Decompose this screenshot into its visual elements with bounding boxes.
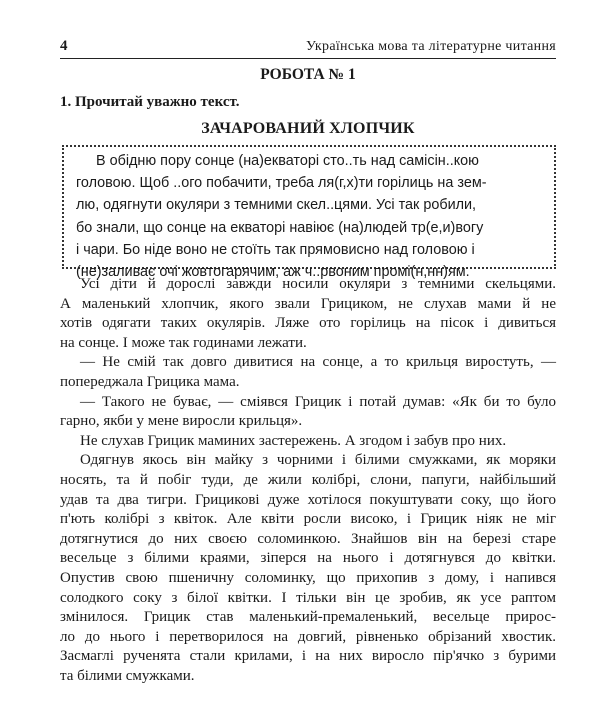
text-line: Не слухав Грицик маминих застережень. А згодом і забув про них. [80,432,507,449]
task-instruction: 1. Прочитай уважно текст. [60,94,240,110]
exercise-line: (не)заливає очі жовтогарячим, аж ч..рвоним промі(н,нн)ям. [76,264,470,281]
text-line: п'ють колібрі з квіток. Але квіти росли високо, і Грицик ніяк не міг [60,511,556,528]
exercise-line: бо знали, що сонце на екваторі навіює (на)людей тр(е,и)вогу [76,219,484,236]
text-line: дотягнутися до них своєю соломинкою. Знайшов він на березі старе [60,530,556,547]
book-title: Українська мова та літературне читання [305,39,556,54]
text-line: носять, та й побіг туди, де жили колібрі, слони, папуги, найбільший [60,471,556,488]
text-line: змінилося. Грицик став маленький-премаленький, весельце прирос- [60,609,556,626]
exercise-line: лю, одягнути окуляри з темними скел..цями. Усі так робили, [76,197,477,214]
exercise-box [62,145,556,281]
text-line: на сонце. І може так годинами лежати. [60,334,307,351]
text-line: А маленький хлопчик, якого звали Грициком, не слухав мами й не [60,295,556,312]
text-line: — Не смій так довго дивитися на сонце, а то крильця виростуть, — [80,354,556,371]
running-header [60,36,556,59]
text-line: удав та два тигри. Грицикові дуже хотілося покуштувати соку, що його [60,491,556,508]
text-line: Усі діти й дорослі завжди носили окуляри з темними скельцями. [80,276,556,292]
work-title: РОБОТА № 1 [260,66,356,83]
text-line: попереджала Грицика мама. [60,373,240,390]
text-line: Опустив свою пшеничну соломинку, що прихопив з дому, і напився [60,569,556,586]
text-line: гарно, якби у мене виросли крильця». [60,413,303,430]
exercise-line: головою. Щоб ..ого побачити, треба ля(г,х)ти горілиць на зем- [76,175,487,192]
text-line: весельце з білими краями, зіперся на нього і дотягнувся до квітки. [60,550,556,567]
text-line: та білими смужками. [60,667,195,684]
story-title: ЗАЧАРОВАНИЙ ХЛОПЧИК [201,120,415,137]
story-body [60,275,556,686]
text-line: Одягнув якось він майку з чорними і білими смужками, як моряки [80,452,556,469]
text-line: хотів одягати таких окулярів. Ляже ото горілиць на пісок і дивиться [60,315,556,332]
page-number: 4 [60,38,68,54]
text-line: солодкого соку з білої квітки. І тільки він це зробив, як усе раптом [60,589,556,606]
exercise-line: і чари. Бо ніде воно не стоїть так прямовисно над головою і [76,241,475,258]
text-line: — Такого не буває, — сміявся Грицик і потай думав: «Як би то було [80,393,556,410]
text-line: Засмаглі рученята стали крилами, і на них виросло пір'ячко з бурими [60,648,556,665]
text-line: ло до нього і перетворилося на довгий, рівненько обрізаний хвостик. [60,628,556,645]
exercise-line: В обідню пору сонце (на)екваторі сто..ть над самісін..кою [96,153,479,169]
